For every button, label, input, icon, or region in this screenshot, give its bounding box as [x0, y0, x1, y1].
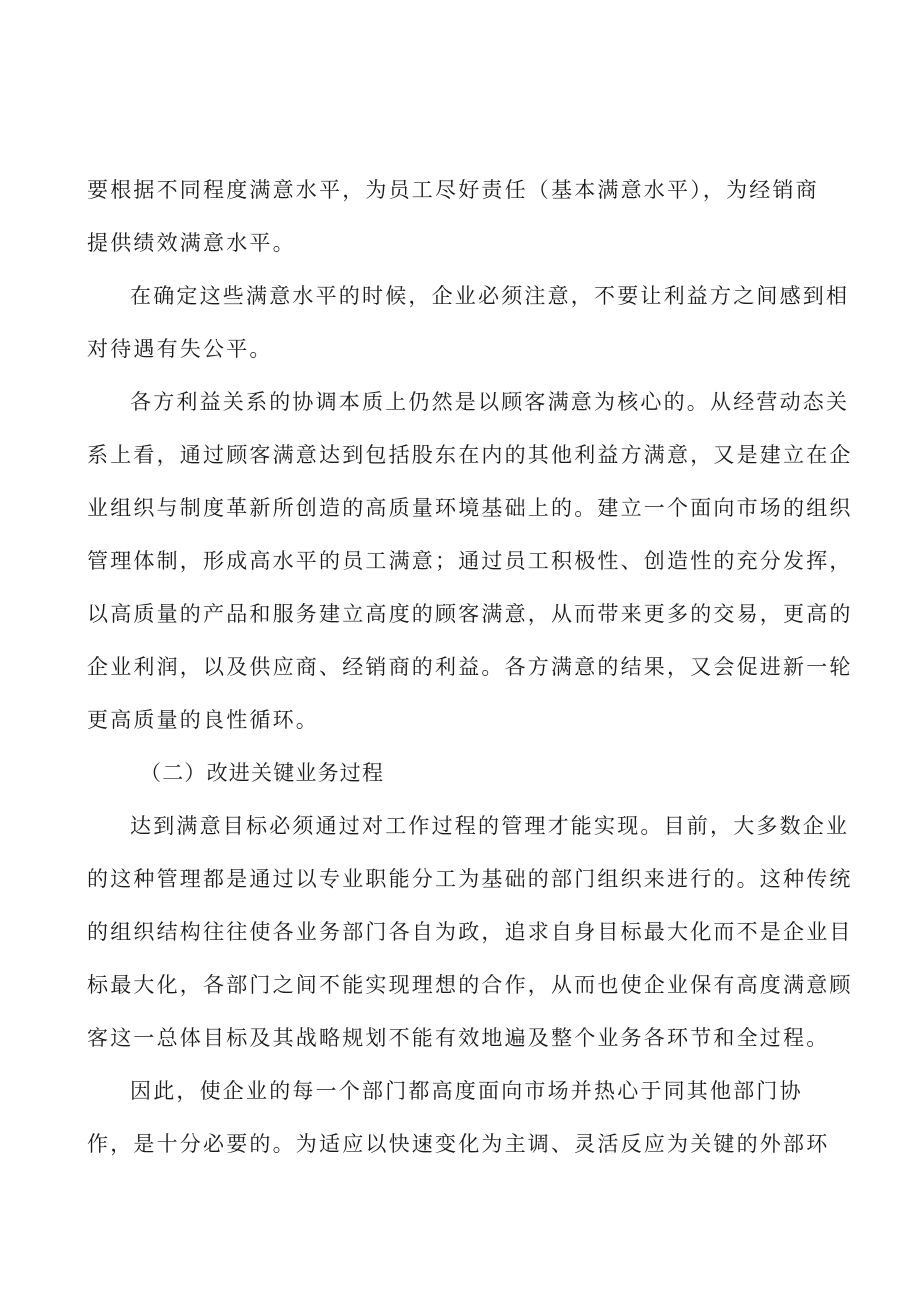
text-line: 要根据不同程度满意水平，为员工尽好责任（基本满意水平），为经销商 — [87, 178, 819, 202]
section-heading: （二）改进关键业务过程 — [140, 761, 385, 785]
text-line: 达到满意目标必须通过对工作过程的管理才能实现。目前，大多数企业 — [130, 814, 850, 838]
text-line: 业组织与制度革新所创造的高质量环境基础上的。建立一个面向市场的组织 — [87, 496, 853, 520]
text-line: 在确定这些满意水平的时候，企业必须注意，不要让利益方之间感到相 — [130, 284, 850, 308]
text-line: 的这种管理都是通过以专业职能分工为基础的部门组织来进行的。这种传统 — [87, 867, 853, 891]
text-line: 系上看，通过顾客满意达到包括股东在内的其他利益方满意，又是建立在企 — [87, 443, 853, 467]
text-line: 作，是十分必要的。为适应以快速变化为主调、灵活反应为关键的外部环 — [87, 1132, 830, 1156]
text-line: 标最大化，各部门之间不能实现理想的合作，从而也使企业保有高度满意顾 — [87, 973, 853, 997]
text-line: 各方利益关系的协调本质上仍然是以顾客满意为核心的。从经营动态关 — [130, 390, 850, 414]
text-line: 提供绩效满意水平。 — [87, 231, 296, 255]
text-line: 因此，使企业的每一个部门都高度面向市场并热心于同其他部门协 — [130, 1079, 803, 1103]
text-line: 的组织结构往往使各业务部门各自为政，追求自身目标最大化而不是企业目 — [87, 920, 853, 944]
text-line: 管理体制，形成高水平的员工满意；通过员工积极性、创造性的充分发挥， — [87, 549, 853, 573]
text-line: 更高质量的良性循环。 — [87, 708, 319, 732]
text-line: 客这一总体目标及其战略规划不能有效地遍及整个业务各环节和全过程。 — [87, 1026, 830, 1050]
text-line: 对待遇有失公平。 — [87, 337, 273, 361]
text-line: 企业利润，以及供应商、经销商的利益。各方满意的结果，又会促进新一轮 — [87, 655, 853, 679]
text-line: 以高质量的产品和服务建立高度的顾客满意，从而带来更多的交易，更高的 — [87, 602, 853, 626]
